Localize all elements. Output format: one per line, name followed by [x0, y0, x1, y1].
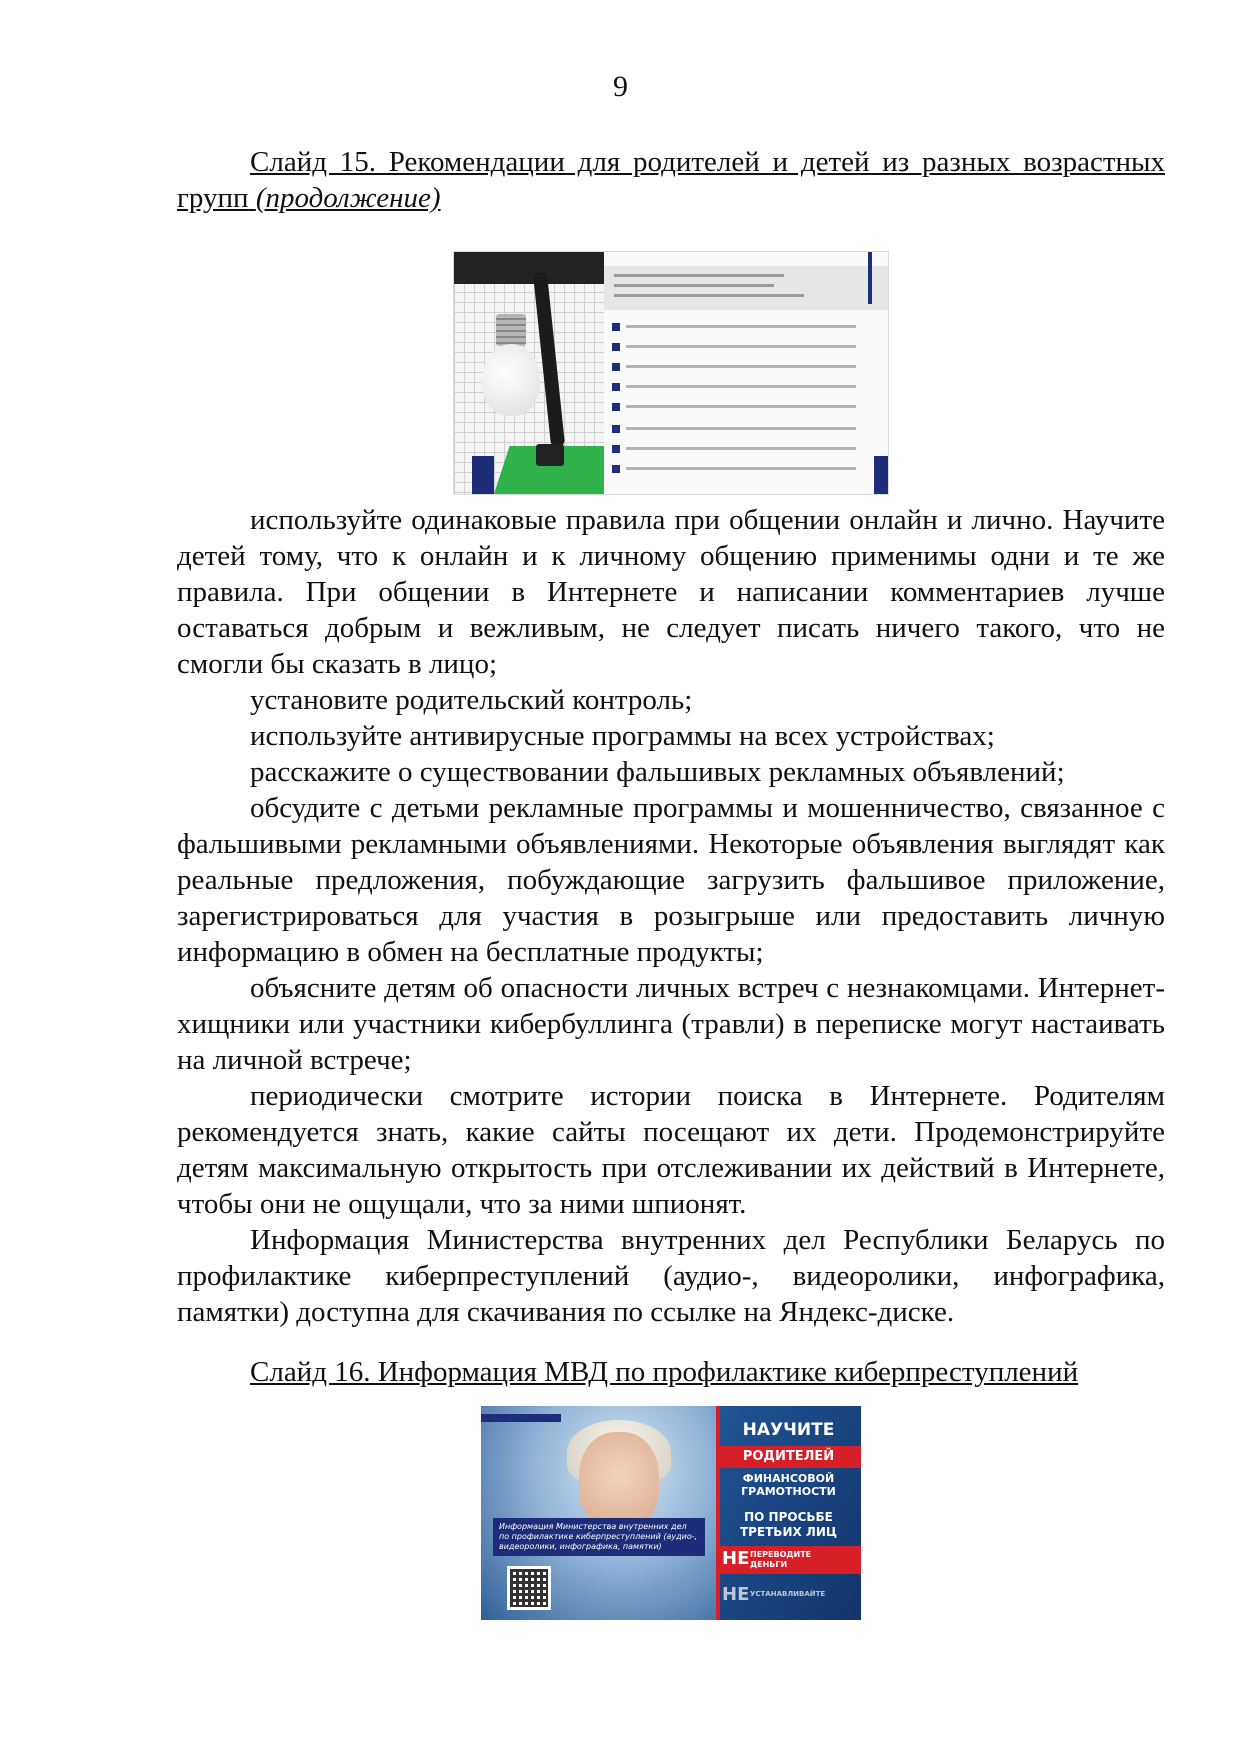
- bullet-text: [626, 365, 856, 368]
- bullet-square: [612, 363, 620, 371]
- bullet-row: [612, 424, 872, 434]
- bullet-square: [612, 403, 620, 411]
- notebook-shape: [454, 252, 604, 284]
- bullet-row: [612, 362, 872, 372]
- paragraph: Информация Министерства внутренних дел Республики Беларусь по профилактике киберпреступлений (аудио-, видеоролики, инфографика, памятки) доступна для скачивания по ссылке на Яндекс-диске.: [177, 1224, 1165, 1328]
- bullet-text: [626, 325, 856, 328]
- info-caption: Информация Министерства внутренних дел по профилактике киберпреступлений (аудио-, видеоролики, инфографика, памятки): [493, 1518, 705, 1556]
- body-text: [177, 502, 1165, 1330]
- page-number: 9: [613, 70, 628, 103]
- bullet-square: [612, 425, 620, 433]
- slogan-line: РОДИТЕЛЕЙ: [742, 1449, 835, 1464]
- bullet-text: [626, 345, 856, 348]
- header-line: [614, 274, 784, 277]
- bullet-row: [612, 444, 872, 454]
- slide15-text-panel: [604, 252, 888, 494]
- bullet-row: [612, 464, 872, 474]
- slide16-heading: Слайд 16. Информация МВД по профилактике киберпреступлений: [250, 1356, 1079, 1388]
- bullet-row: [612, 342, 872, 352]
- bullet-text: [626, 385, 856, 388]
- bullet-square: [612, 323, 620, 331]
- ne-text: УСТАНАВЛИВАЙТЕ: [750, 1590, 826, 1598]
- paragraph: используйте одинаковые правила при общении онлайн и лично. Научите детей тому, что к онлайн и к личному общению применимы одни и те же правила. При общении в Интернете и написании комментариев лучше оставаться добрым и вежливым, не следует писать ничего такого, что не смогли бы сказать в лицо;: [177, 504, 1165, 680]
- slogan-line: НАУЧИТЕ: [742, 1420, 835, 1440]
- bullet-row: [612, 382, 872, 392]
- bullet-square: [612, 445, 620, 453]
- qr-code-icon: [507, 1566, 551, 1610]
- bullet-text: [626, 405, 856, 408]
- ne-label: НЕ: [722, 1548, 750, 1569]
- slide15-heading-suffix: (продолжение): [255, 182, 441, 214]
- ne-label: НЕ: [722, 1584, 750, 1605]
- slide15-photo: [454, 252, 604, 494]
- slide15-heading: [177, 144, 1165, 216]
- bullet-row: [612, 322, 872, 332]
- vertical-accent-bar: [868, 252, 872, 304]
- light-bulb-icon: [482, 344, 540, 416]
- bulb-base: [496, 314, 526, 346]
- bullet-square: [612, 383, 620, 391]
- slide15-heading-text: Слайд 15. Рекомендации для родителей и детей из разных возрастных групп: [177, 146, 1165, 214]
- bullet-square: [612, 343, 620, 351]
- slogan-line: ФИНАНСОВОЙ ГРАМОТНОСТИ: [741, 1472, 836, 1498]
- top-accent-bar: [481, 1414, 561, 1422]
- pen-icon: [533, 272, 565, 448]
- navy-accent: [874, 456, 888, 494]
- slide16-image: [481, 1406, 861, 1620]
- bullet-text: [626, 447, 856, 450]
- header-line: [614, 294, 804, 297]
- slogan-panel: [716, 1406, 861, 1620]
- header-line: [614, 284, 774, 287]
- paragraph: объясните детям об опасности личных встреч с незнакомцами. Интернет-хищники или участники кибербуллинга (травли) в переписке могут настаивать на личной встрече;: [177, 972, 1165, 1076]
- bullet-text: [626, 427, 856, 430]
- navy-shape: [472, 456, 494, 494]
- binder-clip-icon: [536, 444, 564, 466]
- slide15-image: [453, 251, 889, 495]
- paragraph: установите родительский контроль;: [250, 684, 693, 716]
- slogan-line: ПО ПРОСЬБЕ ТРЕТЬИХ ЛИЦ: [739, 1510, 838, 1539]
- bullet-row: [612, 402, 872, 412]
- person-face: [579, 1432, 659, 1528]
- bullet-text: [626, 467, 856, 470]
- paragraph: расскажите о существовании фальшивых рекламных объявлений;: [250, 756, 1065, 788]
- slide15-header-band: [604, 266, 888, 310]
- paragraph: обсудите с детьми рекламные программы и мошенничество, связанное с фальшивыми рекламными объявлениями. Некоторые объявления выглядят как реальные предложения, побуждающие загрузить фальшивое приложение, зарегистрироваться для участия в розыгрыше или предоставить личную информацию в обмен на бесплатные продукты;: [177, 792, 1165, 968]
- paragraph: используйте антивирусные программы на всех устройствах;: [250, 720, 995, 752]
- bullet-square: [612, 465, 620, 473]
- ne-text: ПЕРЕВОДИТЕ ДЕНЬГИ: [750, 1550, 812, 1569]
- paragraph: периодически смотрите истории поиска в Интернете. Родителям рекомендуется знать, какие сайты посещают их дети. Продемонстрируйте детям максимальную открытость при отслеживании их действий в Интернете, чтобы они не ощущали, что за ними шпионят.: [177, 1080, 1165, 1220]
